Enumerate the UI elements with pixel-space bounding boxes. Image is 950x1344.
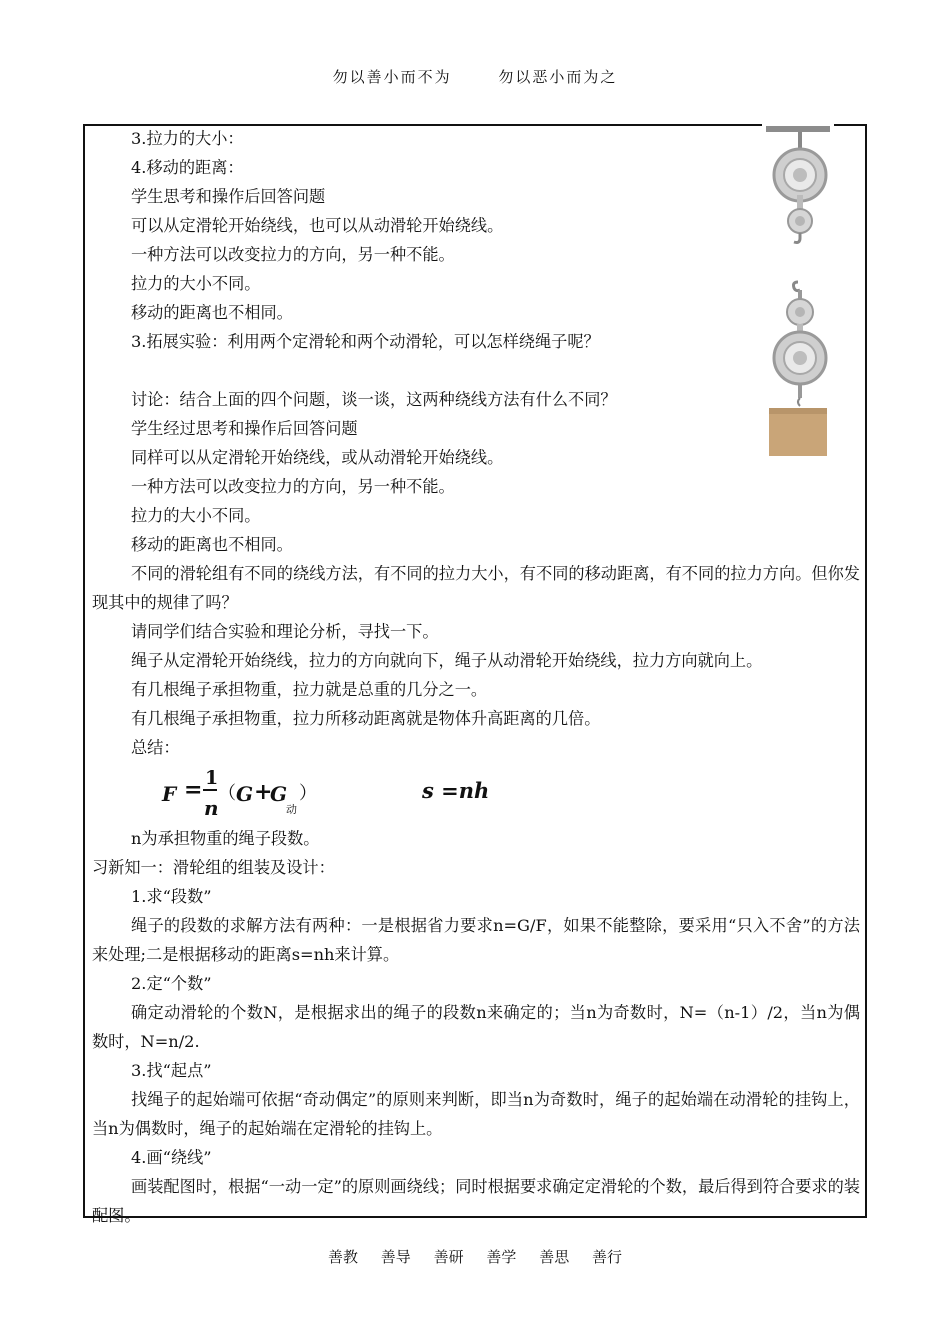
text-line: 2.定“个数” <box>131 974 212 993</box>
text-paragraph: 确定动滑轮的个数N，是根据求出的绳子的段数n来确定的；当n为奇数时，N=（n-1）/2，当n为偶数时，N=n/2. <box>92 1003 860 1051</box>
footer-item: 善行 <box>591 1248 622 1266</box>
text-line: 可以从定滑轮开始绕线，也可以从动滑轮开始绕线。 <box>131 216 504 235</box>
text-line: 一种方法可以改变拉力的方向，另一种不能。 <box>131 245 455 264</box>
formula-G-moving: G <box>270 782 288 806</box>
lesson-body <box>92 124 860 1230</box>
footer-item: 善教 <box>328 1248 359 1266</box>
footer-item: 善学 <box>486 1248 517 1266</box>
header-motto-left: 勿以善小而不为 <box>332 68 452 86</box>
blank-line <box>92 356 860 385</box>
formula-distance: s =nh <box>422 778 490 803</box>
text-paragraph: 不同的滑轮组有不同的绕线方法，有不同的拉力大小，有不同的移动距离，有不同的拉力方向。但你发现其中的规律了吗？ <box>92 564 860 612</box>
fraction-bar <box>203 789 217 791</box>
footer-item: 善研 <box>433 1248 464 1266</box>
formula-denominator: n <box>204 796 219 820</box>
formula-paren-open: （ <box>218 783 236 804</box>
page-header <box>0 66 950 87</box>
formula-block <box>92 764 860 824</box>
text-line: 请同学们结合实验和理论分析，寻找一下。 <box>131 622 439 641</box>
text-line: 一种方法可以改变拉力的方向，另一种不能。 <box>131 477 455 496</box>
text-line: 4.画“绕线” <box>131 1148 212 1167</box>
text-line: 讨论：结合上面的四个问题，谈一谈，这两种绕线方法有什么不同？ <box>131 390 617 409</box>
text-line: 移动的距离也不相同。 <box>131 303 293 322</box>
formula-paren-close: ） <box>299 783 317 804</box>
text-line: 3.找“起点” <box>131 1061 212 1080</box>
text-line: 3.拉力的大小： <box>131 129 244 148</box>
text-line: 拉力的大小不同。 <box>131 274 261 293</box>
formula-plus: + <box>254 779 273 805</box>
text-line: 1.求“段数” <box>131 887 212 906</box>
text-line: 拉力的大小不同。 <box>131 506 261 525</box>
text-line: 4.移动的距离： <box>131 158 244 177</box>
text-line: 同样可以从定滑轮开始绕线，或从动滑轮开始绕线。 <box>131 448 504 467</box>
text-line: 移动的距离也不相同。 <box>131 535 293 554</box>
formula-subscript: 动 <box>286 803 297 816</box>
text-paragraph: 画装配图时，根据“一动一定”的原则画绕线；同时根据要求确定定滑轮的个数，最后得到符合要求的装配图。 <box>92 1177 860 1225</box>
text-line: 有几根绳子承担物重，拉力就是总重的几分之一。 <box>131 680 488 699</box>
text-line: 学生思考和操作后回答问题 <box>131 187 326 206</box>
text-line: 有几根绳子承担物重，拉力所移动距离就是物体升高距离的几倍。 <box>131 709 601 728</box>
footer-item: 善思 <box>539 1248 570 1266</box>
text-paragraph: 找绳子的起始端可依据“奇动偶定”的原则来判断，即当n为奇数时，绳子的起始端在动滑轮的挂钩上，当n为偶数时，绳子的起始端在定滑轮的挂钩上。 <box>92 1090 860 1138</box>
header-motto-right: 勿以恶小而为之 <box>498 68 618 86</box>
text-line: 学生经过思考和操作后回答问题 <box>131 419 358 438</box>
page-footer <box>0 1246 950 1267</box>
formula-equals: = <box>184 777 203 803</box>
text-line: n为承担物重的绳子段数。 <box>131 829 320 848</box>
text-line: 3.拓展实验：利用两个定滑轮和两个动滑轮，可以怎样绕绳子呢？ <box>131 332 600 351</box>
text-paragraph: 绳子的段数的求解方法有两种：一是根据省力要求n=G/F，如果不能整除，要采用“只入不舍”的方法来处理;二是根据移动的距离s=nh来计算。 <box>92 916 860 964</box>
formula-F: F <box>162 782 177 806</box>
text-line: 总结： <box>131 738 180 757</box>
footer-item: 善导 <box>380 1248 411 1266</box>
section-heading: 习新知一：滑轮组的组装及设计： <box>92 858 335 877</box>
text-line: 绳子从定滑轮开始绕线，拉力的方向就向下，绳子从动滑轮开始绕线，拉力方向就向上。 <box>131 651 763 670</box>
formula-numerator: 1 <box>205 767 219 789</box>
formula-G: G <box>236 782 254 806</box>
